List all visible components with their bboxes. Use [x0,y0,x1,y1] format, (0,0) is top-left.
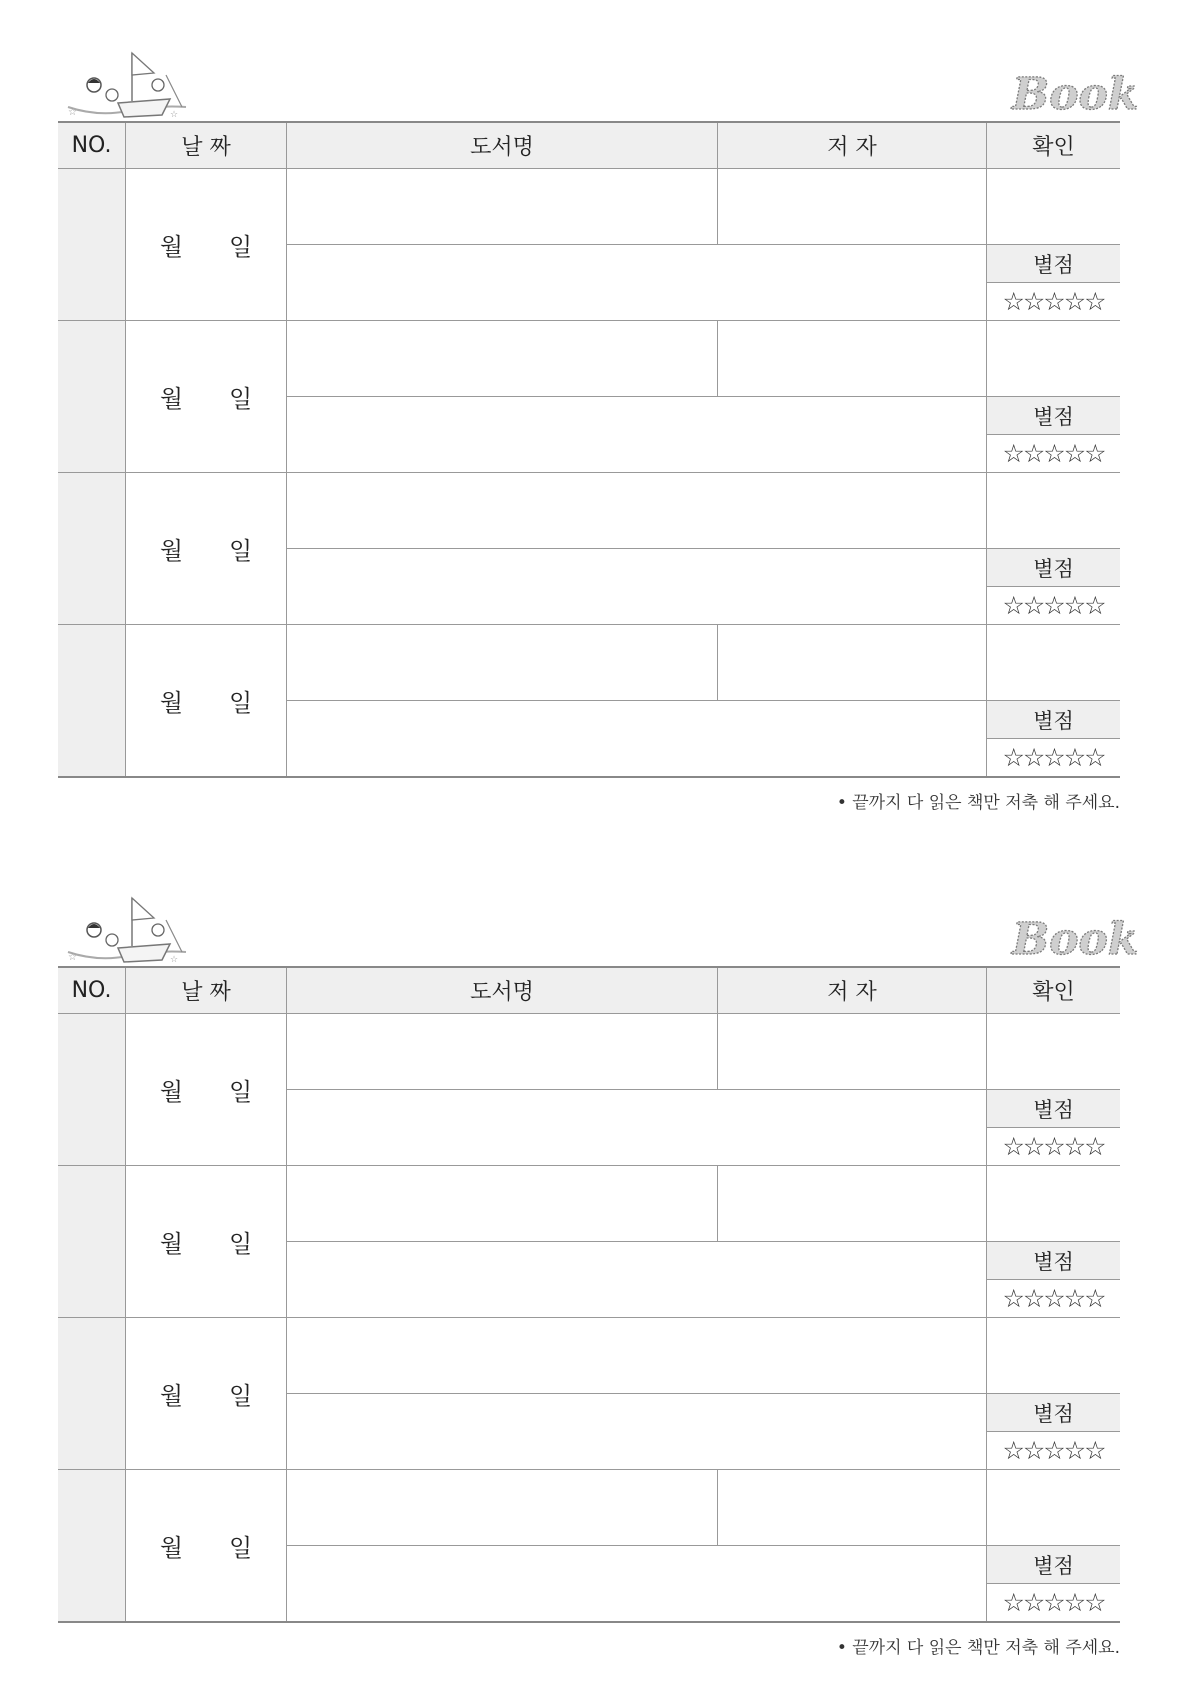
book-title-field[interactable] [287,169,718,245]
entry-row [58,473,1120,549]
month-label: 월 [159,233,183,261]
day-label: 일 [229,1534,253,1562]
book-title-field[interactable] [287,625,718,701]
month-label: 월 [159,1534,183,1562]
entry-row [58,1166,1120,1242]
confirm-field[interactable] [987,169,1121,245]
day-label: 일 [229,1382,253,1410]
header-no: NO. [58,122,126,169]
entry-row [58,1014,1120,1090]
svg-text:Book: Book [1012,69,1139,120]
rating-label: 별점 [987,1546,1121,1584]
reading-log-table [58,966,1120,1623]
star-rating[interactable]: ☆☆☆☆☆ [987,1128,1121,1166]
rating-label: 별점 [987,549,1121,587]
entry-date-cell[interactable] [126,1014,287,1166]
author-field[interactable] [718,1166,987,1242]
star-rating[interactable]: ☆☆☆☆☆ [987,1584,1121,1623]
author-field[interactable] [718,625,987,701]
entry-number-cell[interactable] [58,473,126,625]
header-check: 확인 [987,122,1121,169]
confirm-field[interactable] [987,1166,1121,1242]
svg-text:☆: ☆ [170,955,179,965]
book-title-field[interactable] [287,1318,987,1394]
month-label: 월 [159,689,183,717]
entry-number-cell[interactable] [58,169,126,321]
author-field[interactable] [718,321,987,397]
book-notes-field[interactable] [287,397,987,473]
entry-date-cell[interactable] [126,169,287,321]
month-label: 월 [159,385,183,413]
confirm-field[interactable] [987,1470,1121,1546]
star-rating[interactable]: ☆☆☆☆☆ [987,587,1121,625]
header-row [58,122,1120,169]
entry-number-cell[interactable] [58,321,126,473]
header-date: 날 짜 [126,967,287,1014]
star-rating[interactable]: ☆☆☆☆☆ [987,739,1121,778]
book-notes-field[interactable] [287,1546,987,1623]
book-notes-field[interactable] [287,549,987,625]
footer-note: • 끝까지 다 읽은 책만 저축 해 주세요. [836,793,1120,813]
book-logo [1008,908,1139,965]
day-label: 일 [229,1230,253,1258]
header-title: 도서명 [287,122,718,169]
entry-date-cell[interactable] [126,1470,287,1623]
author-field[interactable] [718,1014,987,1090]
header-title: 도서명 [287,967,718,1014]
entry-date-cell[interactable] [126,473,287,625]
svg-text:☆: ☆ [68,107,77,118]
month-label: 월 [159,537,183,565]
confirm-field[interactable] [987,473,1121,549]
star-rating[interactable]: ☆☆☆☆☆ [987,435,1121,473]
entry-date-cell[interactable] [126,1166,287,1318]
book-title-field[interactable] [287,473,987,549]
entry-date-cell[interactable] [126,1318,287,1470]
star-rating[interactable]: ☆☆☆☆☆ [987,283,1121,321]
entry-number-cell[interactable] [58,1166,126,1318]
rating-label: 별점 [987,701,1121,739]
entry-row [58,625,1120,701]
book-title-field[interactable] [287,321,718,397]
kids-boat-illustration [58,45,193,123]
day-label: 일 [229,689,253,717]
footer-note: • 끝까지 다 읽은 책만 저축 해 주세요. [836,1638,1120,1658]
rating-label: 별점 [987,397,1121,435]
month-label: 월 [159,1382,183,1410]
reading-log-table [58,121,1120,778]
book-notes-field[interactable] [287,1242,987,1318]
star-rating[interactable]: ☆☆☆☆☆ [987,1280,1121,1318]
confirm-field[interactable] [987,1318,1121,1394]
book-notes-field[interactable] [287,245,987,321]
entry-row [58,169,1120,245]
header-check: 확인 [987,967,1121,1014]
confirm-field[interactable] [987,321,1121,397]
entry-row [58,1470,1120,1546]
entry-number-cell[interactable] [58,1318,126,1470]
star-rating[interactable]: ☆☆☆☆☆ [987,1432,1121,1470]
month-label: 월 [159,1078,183,1106]
confirm-field[interactable] [987,625,1121,701]
header-author: 저 자 [718,122,987,169]
book-title-field[interactable] [287,1470,718,1546]
rating-label: 별점 [987,1242,1121,1280]
rating-label: 별점 [987,1394,1121,1432]
confirm-field[interactable] [987,1014,1121,1090]
day-label: 일 [229,385,253,413]
header-date: 날 짜 [126,122,287,169]
book-logo [1008,63,1139,120]
author-field[interactable] [718,169,987,245]
book-notes-field[interactable] [287,1394,987,1470]
rating-label: 별점 [987,245,1121,283]
svg-text:☆: ☆ [170,110,179,120]
day-label: 일 [229,233,253,261]
header-row [58,967,1120,1014]
rating-label: 별점 [987,1090,1121,1128]
entry-row [58,321,1120,397]
author-field[interactable] [718,1470,987,1546]
entry-row [58,1318,1120,1394]
svg-text:☆: ☆ [68,952,77,963]
header-author: 저 자 [718,967,987,1014]
day-label: 일 [229,537,253,565]
entry-number-cell[interactable] [58,625,126,778]
month-label: 월 [159,1230,183,1258]
entry-date-cell[interactable] [126,625,287,778]
entry-number-cell[interactable] [58,1014,126,1166]
kids-boat-illustration [58,890,193,968]
book-notes-field[interactable] [287,701,987,778]
book-notes-field[interactable] [287,1090,987,1166]
entry-number-cell[interactable] [58,1470,126,1623]
day-label: 일 [229,1078,253,1106]
entry-date-cell[interactable] [126,321,287,473]
svg-text:Book: Book [1012,914,1139,965]
header-no: NO. [58,967,126,1014]
book-title-field[interactable] [287,1166,718,1242]
book-title-field[interactable] [287,1014,718,1090]
